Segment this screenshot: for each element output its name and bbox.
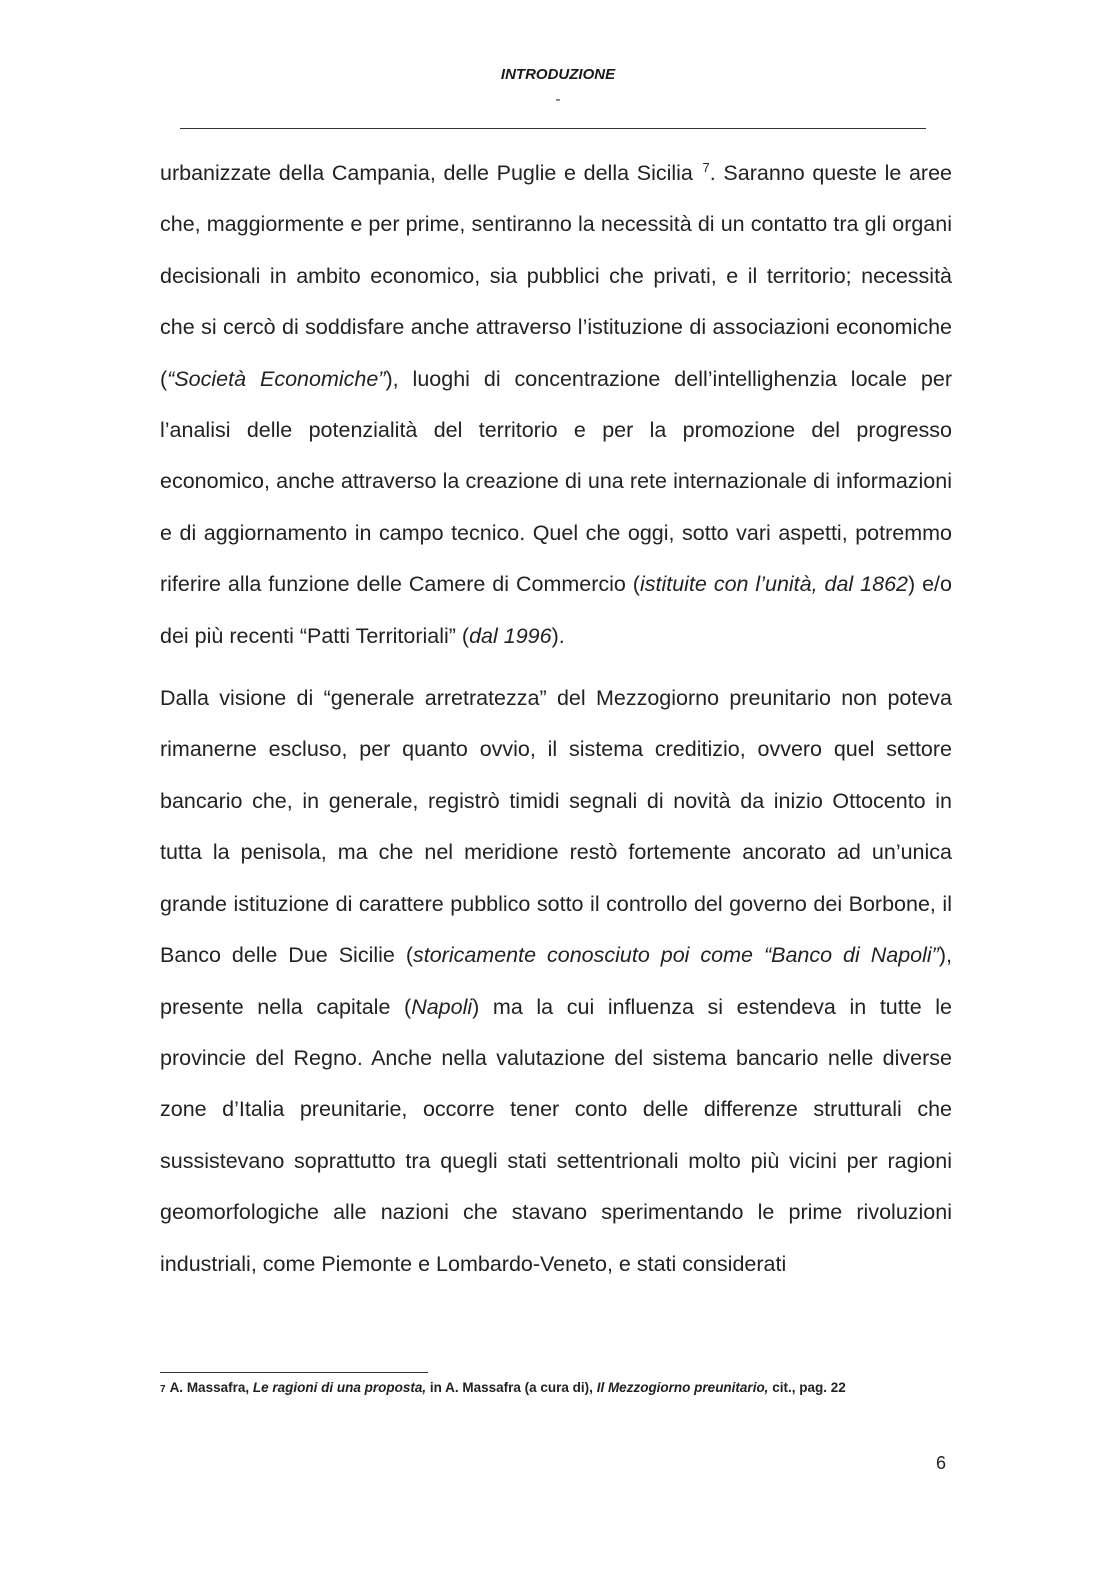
text-segment: . Saranno queste le aree che, maggiormente e per prime, sentiranno la necessità di un contatto tra gli organi decisionali in ambito economico, sia pubblici che privati, e il territorio; necessità che si cercò di soddisfare anche attraverso l’istituzione di associazioni economiche ( [160,161,952,391]
text-segment: ), presente nella capitale ( [160,943,952,1019]
body-text [160,148,952,1290]
italic-segment: storicamente conosciuto poi come “Banco di Napoli” [412,943,939,968]
footnote-separator [160,1372,428,1373]
paragraph-2 [160,673,952,1290]
text-segment: Dalla visione di “generale arretratezza” del Mezzogiorno preunitario non poteva rimanerne escluso, per quanto ovvio, il sistema creditizio, ovvero quel settore bancario che, in generale, registrò timidi segnali di novità da inizio Ottocento in tutta la penisola, ma che nel meridione restò fortemente ancorato ad un’unica grande istituzione di carattere pubblico sotto il controllo del governo dei Borbone, il Banco delle Due Sicilie ( [160,686,952,968]
footnote-reference[interactable]: 7 [702,159,710,175]
italic-segment: istituite con l’unità, dal 1862 [639,572,908,597]
italic-segment: Napoli [411,994,473,1019]
footnote-segment: A. Massafra, [169,1380,253,1395]
running-header-dash: - [555,91,561,108]
paragraph-1 [160,148,952,662]
footnote-segment: cit., pag. 22 [768,1380,846,1395]
text-segment: ) ma la cui influenza si estendeva in tutte le provincie del Regno. Anche nella valutazione del sistema bancario nelle diverse zone d’Italia preunitarie, occorre tener conto delle differenze strutturali che sussistevano soprattutto tra quegli stati settentrionali molto più vicini per ragioni geomorfologiche alle nazioni che stavano sperimentando le prime rivoluzioni industriali, come Piemonte e Lombardo-Veneto, e stati considerati [160,994,953,1276]
footnote-italic-segment: Il Mezzogiorno preunitario, [596,1380,769,1395]
footnote-segment: in A. Massafra (a cura di), [426,1380,597,1395]
italic-segment: “Società Economiche” [167,366,386,391]
text-segment: urbanizzate della Campania, delle Puglie e della Sicilia [160,161,701,185]
footnote-number: 7 [160,1384,166,1395]
page-number: 6 [936,1453,947,1473]
text-segment: ), luoghi di concentrazione dell’intellighenzia locale per l’analisi delle potenzialità del territorio e per la promozione del progresso economico, anche attraverso la creazione di una rete internazionale di informazioni e di aggiornamento in campo tecnico. Quel che oggi, sotto vari aspetti, potremmo riferire alla funzione delle Camere di Commercio ( [160,366,952,597]
footnote [160,1380,960,1395]
running-header-title: INTRODUZIONE [500,66,616,83]
italic-segment: dal 1996 [469,623,552,648]
footnote-italic-segment: Le ragioni di una proposta, [252,1380,427,1395]
text-segment: ) e/o dei più recenti “Patti Territoriali” ( [160,572,952,648]
text-segment: ). [551,623,565,648]
header-rule [180,128,926,129]
